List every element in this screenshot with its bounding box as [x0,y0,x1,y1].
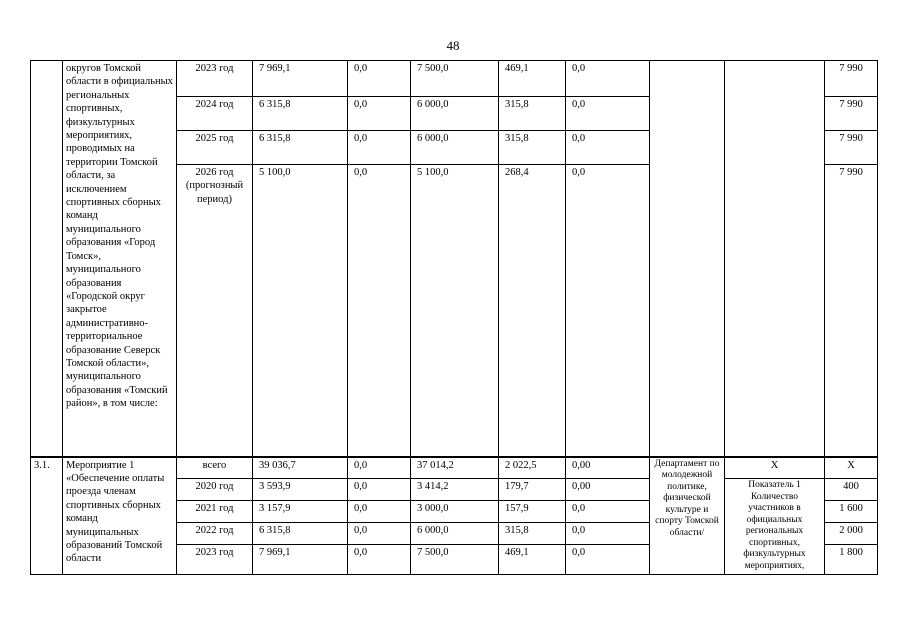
other-cell: 0,0 [566,165,650,457]
federal-cell: 0,0 [348,523,411,545]
federal-cell: 0,0 [348,479,411,501]
target-cell: 7 990 [825,61,878,97]
regional-cell: 3 414,2 [411,479,499,501]
local-cell: 315,8 [499,523,566,545]
measure-name-cell: округов Томской области в официальных региональных спортивных, физкультурных мероприятиях, проводимых на территории Томской области, за исключением спортивных сборных команд муниципального образования «Город Томск», муниципального образования «Городской округ закрытое административно-территориальное образование Северск Томской области», муниципального образования «Томский район», в том числе: [63,61,177,457]
target-cell: 1 600 [825,501,878,523]
total-cell: 3 157,9 [253,501,348,523]
executor-cell: Департамент по молодежной политике, физической культуре и спорту Томской области/ [650,457,725,575]
target-cell: 400 [825,479,878,501]
indicator-cell: Показатель 1 Количество участников в официальных региональных спортивных, физкультурных мероприятиях, [725,479,825,575]
federal-cell: 0,0 [348,165,411,457]
regional-cell: 6 000,0 [411,131,499,165]
year-cell: 2022 год [177,523,253,545]
local-cell: 315,8 [499,97,566,131]
executor-cell [650,61,725,457]
table-row [31,457,878,479]
other-cell: 0,0 [566,545,650,575]
regional-cell: 6 000,0 [411,97,499,131]
federal-cell: 0,0 [348,545,411,575]
regional-cell: 6 000,0 [411,523,499,545]
total-cell: 5 100,0 [253,165,348,457]
year-cell: 2021 год [177,501,253,523]
regional-cell: 7 500,0 [411,545,499,575]
local-cell: 157,9 [499,501,566,523]
year-cell: 2023 год [177,545,253,575]
program-table [30,60,878,575]
year-cell: 2024 год [177,97,253,131]
year-cell: 2023 год [177,61,253,97]
regional-cell: 5 100,0 [411,165,499,457]
target-cell: 2 000 [825,523,878,545]
other-cell: 0,0 [566,61,650,97]
other-cell: 0,0 [566,97,650,131]
year-cell: 2020 год [177,479,253,501]
indicator-cell [725,61,825,457]
other-cell: 0,00 [566,479,650,501]
table-row [31,61,878,97]
indicator-head-cell: Х [725,457,825,479]
total-cell: 3 593,9 [253,479,348,501]
other-cell: 0,0 [566,501,650,523]
local-cell: 179,7 [499,479,566,501]
page-number: 48 [446,38,460,53]
total-cell: 6 315,8 [253,131,348,165]
local-cell: 315,8 [499,131,566,165]
federal-cell: 0,0 [348,131,411,165]
federal-cell: 0,0 [348,61,411,97]
regional-cell: 3 000,0 [411,501,499,523]
target-cell: 7 990 [825,97,878,131]
federal-cell: 0,0 [348,457,411,479]
local-cell: 469,1 [499,545,566,575]
row-number-cell [31,61,63,457]
target-cell: 7 990 [825,131,878,165]
federal-cell: 0,0 [348,501,411,523]
total-cell: 39 036,7 [253,457,348,479]
federal-cell: 0,0 [348,97,411,131]
other-cell: 0,00 [566,457,650,479]
year-cell: всего [177,457,253,479]
regional-cell: 37 014,2 [411,457,499,479]
year-cell: 2025 год [177,131,253,165]
regional-cell: 7 500,0 [411,61,499,97]
target-cell: 7 990 [825,165,878,457]
total-cell: 6 315,8 [253,523,348,545]
local-cell: 268,4 [499,165,566,457]
measure-name-cell: Мероприятие 1 «Обеспечение оплаты проезда членам спортивных сборных команд муниципальных образований Томской области [63,457,177,575]
target-cell: 1 800 [825,545,878,575]
local-cell: 469,1 [499,61,566,97]
total-cell: 7 969,1 [253,61,348,97]
target-cell: Х [825,457,878,479]
other-cell: 0,0 [566,523,650,545]
year-cell: 2026 год (прогнозный период) [177,165,253,457]
local-cell: 2 022,5 [499,457,566,479]
other-cell: 0,0 [566,131,650,165]
row-number-cell: 3.1. [31,457,63,575]
total-cell: 7 969,1 [253,545,348,575]
total-cell: 6 315,8 [253,97,348,131]
